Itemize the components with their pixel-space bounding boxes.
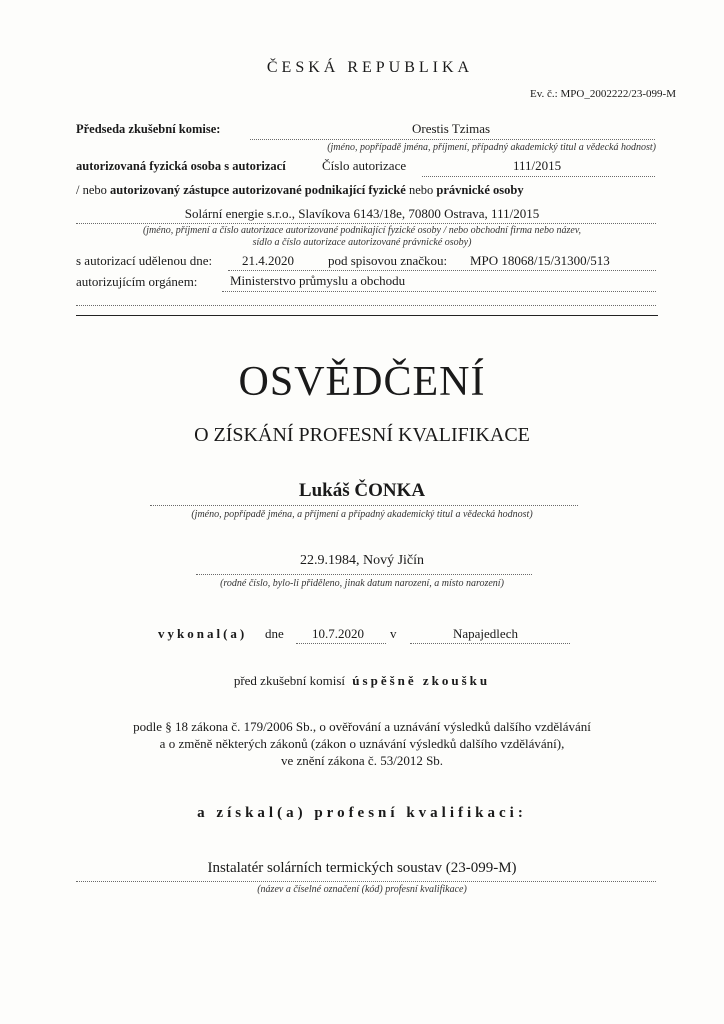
- exam-success-text: úspěšně zkoušku: [352, 673, 491, 688]
- alt-part2: právnické osoby: [436, 183, 524, 197]
- qualification-note: (název a číselné označení (kód) profesní kvalifikace): [257, 884, 467, 895]
- exam-place: Napajedlech: [453, 626, 518, 641]
- alt-part1: autorizovaný zástupce autorizované podnikající fyzické: [110, 183, 406, 197]
- exam-in-label: v: [390, 626, 397, 641]
- law-line-3: ve znění zákona č. 53/2012 Sb.: [280, 753, 444, 768]
- authority-name: Ministerstvo průmyslu a obchodu: [230, 273, 406, 288]
- evidence-number: Ev. č.: MPO_2002222/23-099-M: [530, 88, 676, 100]
- chair-label: Předseda zkušební komise:: [76, 122, 221, 136]
- blank-dotted-line: [76, 305, 656, 306]
- authority-label: autorizujícím orgánem:: [76, 274, 198, 289]
- exam-day-label: dne: [265, 626, 284, 641]
- document-subtitle: O ZÍSKÁNÍ PROFESNÍ KVALIFIKACE: [194, 424, 530, 446]
- country-heading: ČESKÁ REPUBLIKA: [266, 59, 474, 76]
- document-title: OSVĚDČENÍ: [238, 359, 486, 405]
- authorization-number: 111/2015: [513, 158, 562, 173]
- chair-dotted-line: [250, 139, 655, 140]
- authorization-number-label: Číslo autorizace: [322, 158, 407, 173]
- entity-note-1: (jméno, příjmení a číslo autorizace autorizované podnikající fyzické osoby / nebo obchodní firma nebo název,: [142, 225, 582, 236]
- candidate-name: Lukáš ČONKA: [298, 480, 426, 501]
- file-number: MPO 18068/15/31300/513: [470, 253, 610, 268]
- file-label: pod spisovou značkou:: [328, 253, 448, 268]
- exam-before-line: [0, 673, 724, 689]
- representative-line: [76, 183, 524, 198]
- exam-before-text: před zkušební komisí: [233, 673, 346, 688]
- alt-mid: nebo: [408, 183, 434, 197]
- entity-dotted-line: [76, 223, 656, 224]
- natural-person-label: autorizovaná fyzická osoba s autorizací: [76, 159, 286, 173]
- alt-prefix: / nebo: [76, 183, 107, 197]
- qualification-name: Instalatér solárních termických soustav (23-099-M): [207, 860, 517, 876]
- exam-place-dotted-line: [410, 643, 570, 644]
- chair-note: (jméno, popřípadě jména, příjmení, případný akademický titul a vědecká hodnost): [327, 142, 656, 153]
- law-line-1: podle § 18 zákona č. 179/2006 Sb., o ověřování a uznávání výsledků dalšího vzdělávání: [133, 719, 591, 734]
- gained-heading: a získal(a) profesní kvalifikaci:: [197, 805, 527, 821]
- law-line-2: a o změně některých zákonů (zákon o uznávání výsledků dalšího vzdělávání),: [159, 736, 565, 751]
- authorized-entity: Solární energie s.r.o., Slavíkova 6143/18e, 70800 Ostrava, 111/2015: [184, 206, 540, 221]
- exam-date: 10.7.2020: [312, 626, 364, 641]
- candidate-dotted-line: [150, 505, 578, 506]
- entity-note-2: sídlo a číslo autorizace autorizované právnické osoby): [252, 237, 472, 248]
- granted-label: s autorizací udělenou dne:: [76, 253, 213, 268]
- chair-name: Orestis Tzimas: [412, 121, 491, 136]
- section-divider: [76, 315, 658, 316]
- birth-dotted-line: [196, 574, 532, 575]
- performed-label: vykonal(a): [158, 626, 248, 641]
- birth-info: 22.9.1984, Nový Jičín: [299, 553, 425, 568]
- file-dotted-line: [228, 270, 656, 271]
- granted-date: 21.4.2020: [242, 253, 294, 268]
- authority-dotted-line: [222, 291, 656, 292]
- candidate-note: (jméno, popřípadě jména, a příjmení a případný akademický titul a vědecká hodnost): [191, 509, 533, 520]
- authorization-dotted-line: [422, 176, 655, 177]
- qualification-dotted-line: [76, 881, 656, 882]
- birth-note: (rodné číslo, bylo-li přiděleno, jinak datum narození, a místo narození): [220, 578, 504, 589]
- exam-date-dotted-line: [296, 643, 386, 644]
